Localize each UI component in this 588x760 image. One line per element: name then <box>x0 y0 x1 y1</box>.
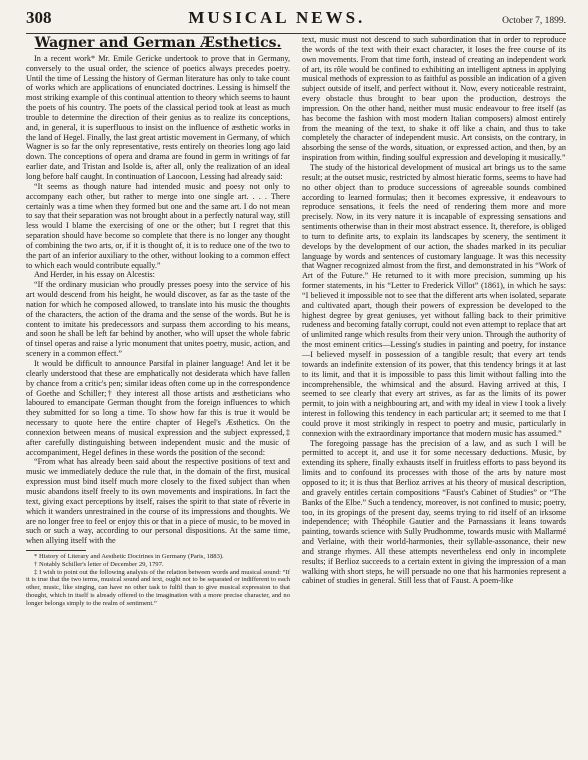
publication-title: MUSICAL NEWS. <box>188 8 366 27</box>
paragraph: It would be difficult to announce Parsifal in plainer language! And let it be clearly understood that these are emphatically not desiderata which have fallen by chance from a critic's pen; similar ideas often come up in the correspondence of Goethe and Schiller;† they interest all those artists and æstheticians who laboured to emancipate German thought from the foreign influences to which they submitted for so long a time. To show how far this is true it would be necessary to quote here the entire chapter of Hegel's Æsthetics. On the connexion between means of musical expression and the subject expressed,‡ after carefully distinguishing between independent music and the music of accompaniment, Hegel defines in these words the position of the second: <box>26 359 290 457</box>
paragraph: In a recent work* Mr. Emile Gericke undertook to prove that in Germany, conversely to the usual order, the science of poetics always precedes poetry. Until the time of Lessing the history of German literature has only to take count of works which are applications of enunciated doctrines. Lessing is himself the most striking example of this continual attention to theory which seems to haunt the poets of his country. The poets of the classical period took at least as much trouble to determine the direction of their genius as to realize its conceptions, and, in general, it is superfluous to insist on the influence of æsthetic works in the land of Hegel. Finally, the last great artistic movement in Germany, of which Wagner is so far the only representative, rests entirely on theories long ago laid down. The conceptions of opera and drama are found in germ in writings of far earlier date, and Tristan and Isolde is, after all, only the realization of an ideal long before half caught. In continuation of Laocoon, Lessing had already said: <box>26 53 290 181</box>
quotation-hegel: “From what has already been said about the respective positions of text and music we immediately deduce the rule that, in the domain of the first, musical expression must bind itself much more closely to the fixed subject than when music abandons itself freely to its own movements and inspirations. In fact the text, giving exact perceptions by itself, raises the spirit to that state of rêverie in which it wanders unrestrained in the course of its impressions and thoughts. We are no longer free to feel or enjoy this or that in a piece of music, to be moved in such or such a way, according to our personal dispositions. At the same time, when allying itself with the <box>26 457 290 546</box>
footnote-divider <box>26 550 86 551</box>
page-number: 308 <box>26 8 52 27</box>
page-header <box>26 0 566 34</box>
issue-date: October 7, 1899. <box>502 16 566 26</box>
right-column <box>302 35 566 755</box>
left-column <box>26 35 290 755</box>
paragraph: The study of the historical development of musical art brings us to the same result; at the outset music, restricted by almost hieratic forms, seems to have had no other object than to produce successions of agreeable sounds combined according to learned formulas; then it becomes expressive, it endeavours to reproduce sensations, it feels the need of rendering them more and more precisely. Now, in its very nature it is incapable of expressing sensations and sentiments otherwise than in their most abstract essence. It, therefore, is obliged to turn to definite arts, to explain its landscapes by scenery, the sentiment it develops by the development of our action, the shades marked in its peculiar language by words and sentences of customary language. It was this necessity that Wagner recognized almost from the first, and demonstrated in his “Work of Art of the Future.” He returned to it with more precision, summing up his former statements, in his “Letter to Frederick Villot” (1861), in which he says: “I believed it impossible not to see that the different arts when isolated, separate and cultivated apart, though their powers of expression be developed to the highest degree by great geniuses, yet without falling back to their primitive rudeness and becoming fatally corrupt, could not even attempt to replace that art of unlimited range which results from their very union. Through the authority of the most eminent critics—Lessing's studies in painting and poetry, for instance—I believed myself in possession of a tangible result; that every art tends towards an indefinite extension of its power, that this tendency brings it at last to its limit, and that it is impossible to pass this limit without falling into the incomprehensible, the whimsical and the absurd. Having arrived at this, I seemed to see clearly that every art strives, as far as the limits of its power permit, to join with a neighbouring art, and with my ideal in view I took a lively interest in following this tendency in each particular art; it seemed to me that I could prove it most strikingly in respect to poetry and music, particularly in connexion with the extraordinary importance that modern music has assumed.” <box>302 162 566 438</box>
article-columns <box>26 35 566 755</box>
footnote: * History of Literary and Aesthetic Doctrines in Germany (Paris, 1883). <box>34 553 224 561</box>
footnote: ‡ I wish to point out the following analysis of the relation between words and musical sound: “If it is true that the two terms, musical sound and text, ought not to be separated or indifferent to each other, music, like singing, can have no other task to fulfil than to give musical expression to that thought, which in itself is already offered to the imagination with a more precise character, and no longer belongs simply to the realm of sentiment.” <box>26 568 290 607</box>
paragraph: The foregoing passage has the precision of a law, and as such I will be permitted to accept it, and use it for some necessary deductions. Music, by extending its sphere, finally exhausts itself in fruitless efforts to pass beyond its limits and to confound its processes with those of the arts by nature most opposed to it; it is thus that Berlioz arrives at his theory of musical description, and gravely entitles certain compositions “Faust's Cabinet of Studies” or “The Banks of the Elbe.” Such a tendency, moreover, is not confined to music; poetry, too, in its gropings of the present day, seems trying to rid itself of an irksome independence; with Théophile Gautier and the Parnassians it leans towards painting, towards science with Sully Prudhomme, towards music with Mallarmé and Verlaine, with their world-harmonies, their syllable-assonance, their new and strange rhymes. All these attempts nevertheless end only in incomplete results; if Berlioz succeeds to a certain extent in giving the impression of a man walking with short steps, he will persuade no one that his harmonies represent a cabinet of studies in general. Still less that of Faust. A poem-like <box>302 438 566 586</box>
quotation-herder: “If the ordinary musician who proudly presses poesy into the service of his art would descend from his height, he would discover, as far as the taste of the nation for which he composed allowed, to translate into his music the thoughts of the characters, the action of the drama and the sense of the words. But he is content to imitate his predecessors and surpass them according to his means, and soon he shall be left far behind by another, who will upset the whole fabric of tinsel operas and raise a lyric monument that unites poetry, music, action, and scenery in a common effect.” <box>26 280 290 359</box>
quotation-lessing: “It seems as though nature had intended music and poesy not only to accompany each other, but rather to merge into one single art. . . . There certainly was a time when they formed but one and the same art. I do not mean to say that their separation was not brought about in a perfectly natural way, still less would I blame the exercising of one or the other; but I regret that this separation should have become so complete that there is no longer any thought of combining the two arts, or, if it is thought of, it is to reduce one of the two to the part of an inferior auxiliary to the other, without looking to a common effect to which each would contribute equally.” <box>26 181 290 270</box>
paragraph: And Herder, in his essay on Alcestis: <box>34 270 155 280</box>
footnote: † Notably Schiller's letter of December 29, 1797. <box>34 560 164 568</box>
paragraph: text, music must not descend to such subordination that in order to reproduce the words of the text with their exact character, it loses the free course of its own movements. From that time forth, instead of creating an independent work of art, its rôle would be confined to exhibiting an intelligent aptness in applying musical methods of expression to as faithful as possible an indication of a given subject outside of itself, and perfect without it. Now, every noticeable restraint, every obstacle thus brought to bear upon the production, destroys the impression. On the other hand, neither must music endeavour to free itself (as has become the fashion with most modern Italian composers) almost entirely from the meaning of the text, to shake it off like a chain, and thus to take completely the character of independent music. Art consists, on the contrary, in absorbing the sense of the words, situation, or expressed action, and then, by an inspiration from within, finding soulful expression and developing it musically.” <box>302 35 566 163</box>
article-title: Wagner and German Æsthetics. <box>34 35 282 51</box>
